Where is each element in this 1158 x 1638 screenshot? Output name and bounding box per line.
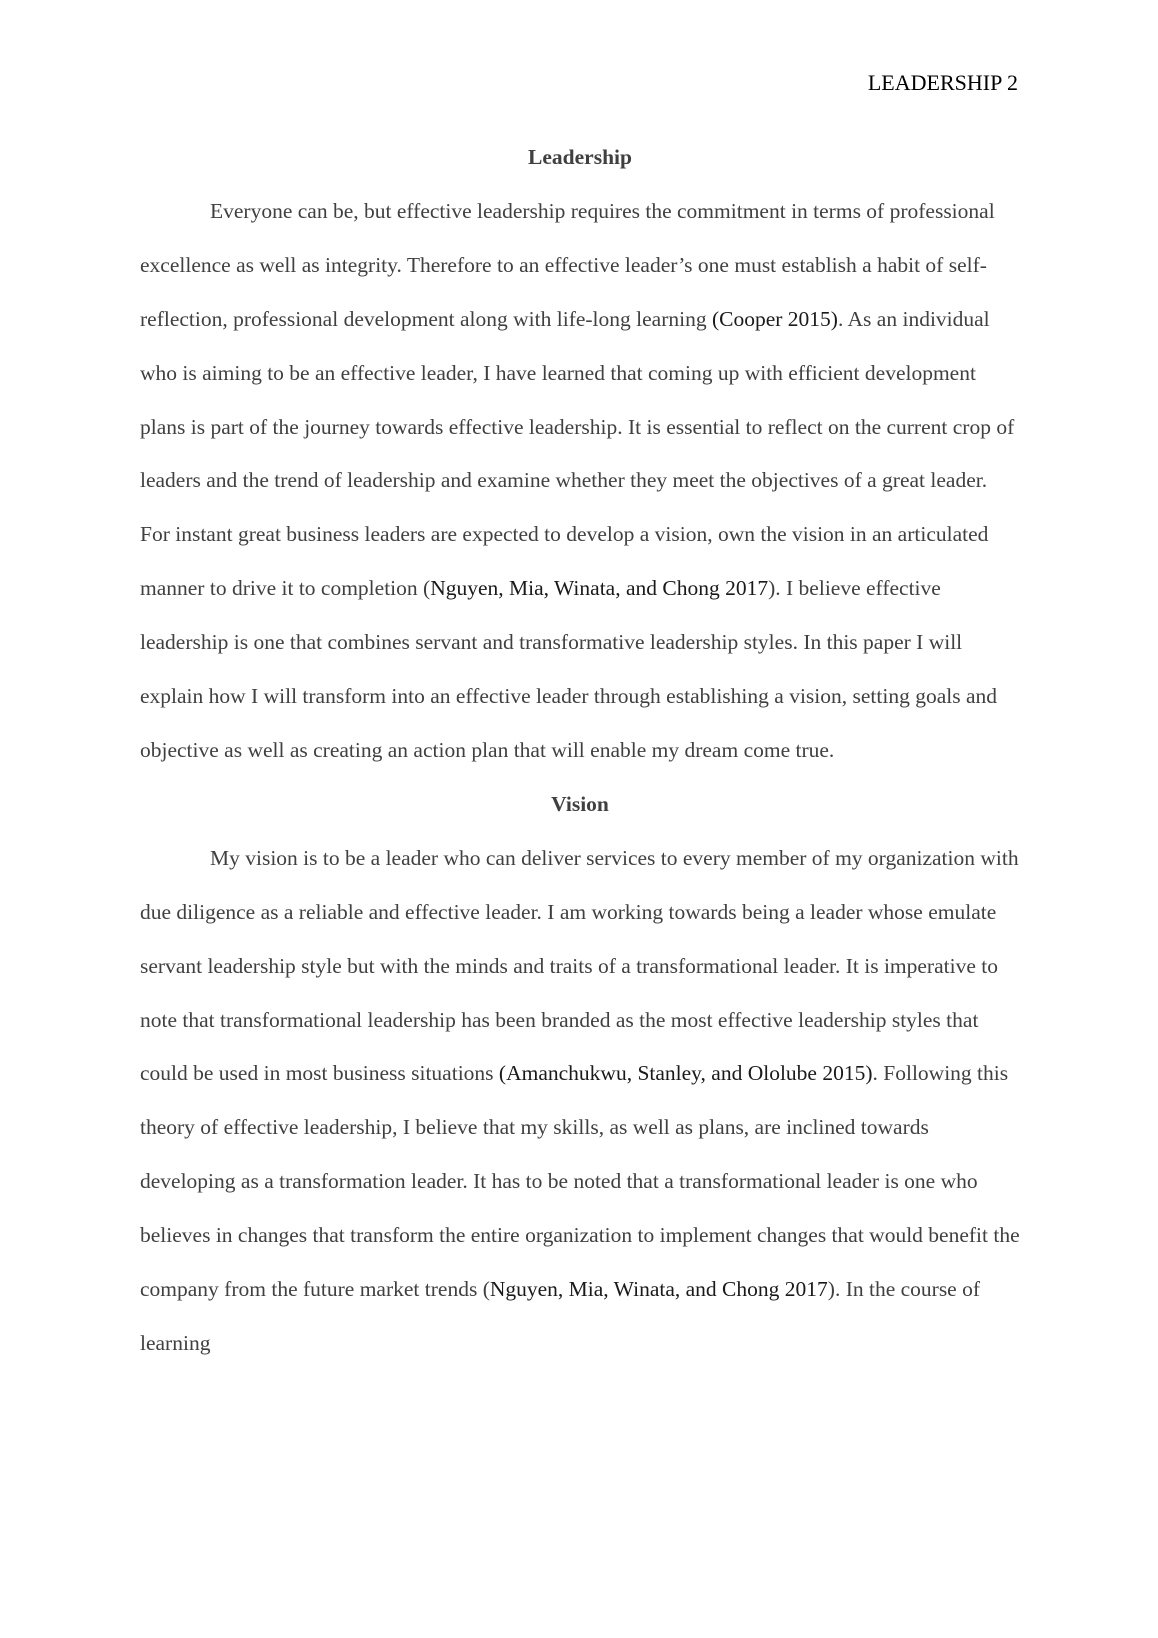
text-run: ). In the course of learning [140, 1277, 981, 1355]
text-run: . As an individual who is aiming to be an effective leader, I have learned that coming up with efficient development plans is part of the journey towards effective leadership. It is essential to reflect on the current crop of leaders and the trend of leadership and examine whether they meet the objectives of a great leader. For instant great business leaders are expected to develop a vision, own the vision in an articulated manner to drive it to completion ( [140, 306, 1015, 601]
paragraph-vision [140, 832, 1020, 1371]
text-run: ). I believe effective leadership is one that combines servant and transformative leadership styles. In this paper I will explain how I will transform into an effective leader through establishing a vision, setting goals and objective as well as creating an action plan that will enable my dream come true. [140, 576, 998, 762]
citation: Nguyen, Mia, Winata, and Chong 2017 [489, 1277, 828, 1302]
running-head: LEADERSHIP 2 [867, 70, 1018, 95]
text-run: My vision is to be a leader who can deliver services to every member of my organization with due diligence as a reliable and effective leader. I am working towards being a leader whose emulate servant leadership style but with the minds and traits of a transformational leader. It is imperative to note that transformational leadership has been branded as the most effective leadership styles that could be used in most business situations [140, 845, 1019, 1086]
paragraph-leadership [140, 185, 1020, 778]
citation: Nguyen, Mia, Winata, and Chong 2017 [430, 576, 769, 601]
citation: (Amanchukwu, Stanley, and Ololube 2015) [498, 1061, 873, 1086]
section-heading-vision: Vision [551, 791, 609, 816]
document-body [140, 131, 1020, 1371]
text-run: . Following this theory of effective leadership, I believe that my skills, as well as plans, are inclined towards developing as a transformation leader. It has to be noted that a transformational leader is one who believes in changes that transform the entire organization to implement changes that would benefit the company from the future market trends ( [140, 1061, 1020, 1302]
section-heading-leadership: Leadership [528, 145, 632, 169]
citation: (Cooper 2015) [711, 306, 838, 331]
text-run: Everyone can be, but effective leadership requires the commitment in terms of professional excellence as well as integrity. Therefore to an effective leader’s one must establish a habit of self-reflection, professional development along with life-long learning [140, 198, 995, 331]
